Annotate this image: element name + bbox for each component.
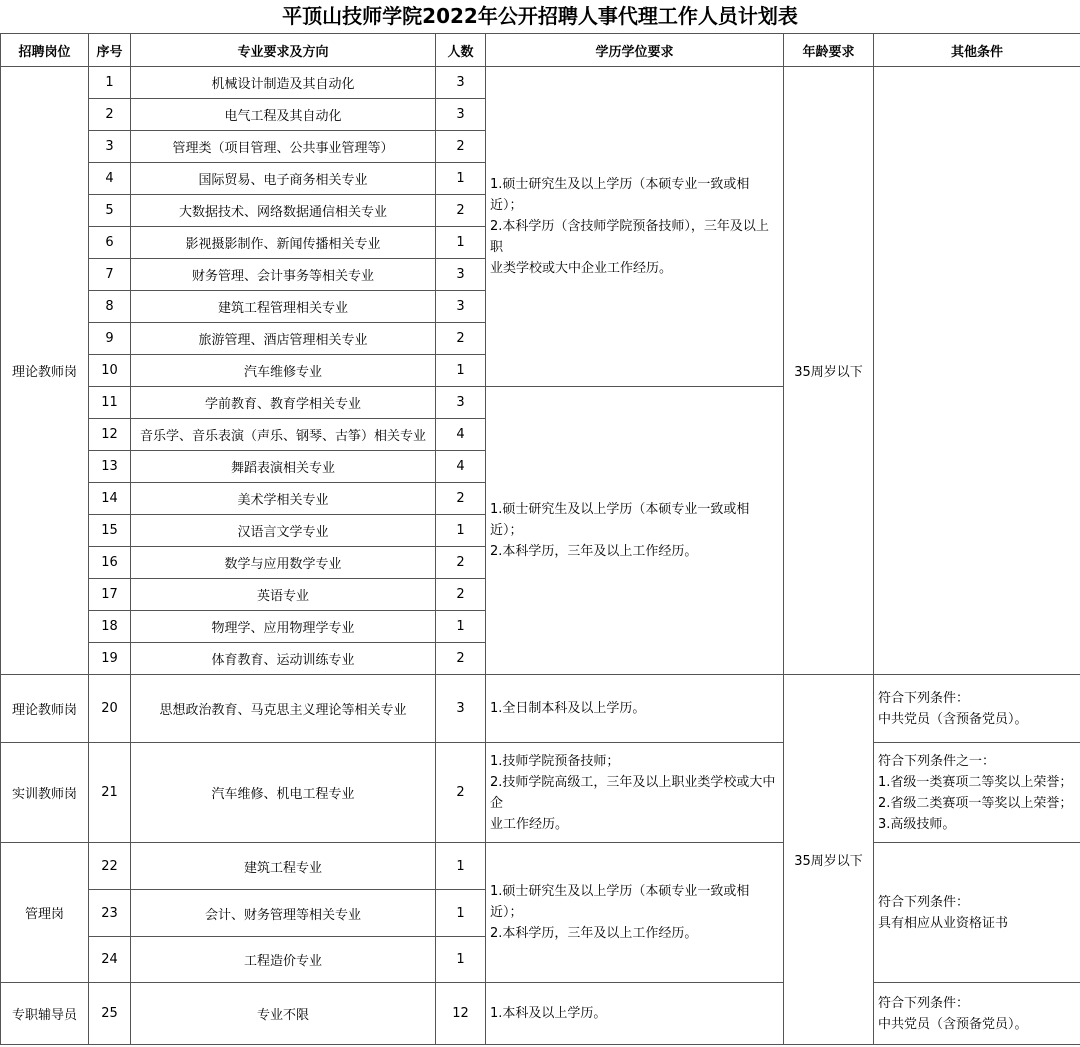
count-cell: 2 (436, 195, 486, 227)
position-cell: 理论教师岗 (1, 675, 89, 743)
other-line: 符合下列条件： (878, 894, 970, 910)
count-cell: 2 (436, 579, 486, 611)
education-line: 1.硕士研究生及以上学历（本硕专业一致或相近）； (490, 502, 750, 538)
number-cell: 6 (89, 227, 131, 259)
other-line: 中共党员（含预备党员）。 (878, 711, 1028, 727)
number-cell: 20 (89, 675, 131, 743)
age-cell: 35周岁以下 (784, 675, 874, 1045)
other-line: 3.高级技师。 (878, 816, 956, 832)
count-cell: 3 (436, 259, 486, 291)
count-cell: 3 (436, 291, 486, 323)
major-cell: 工程造价专业 (131, 937, 436, 983)
major-cell: 汉语言文学专业 (131, 515, 436, 547)
count-cell: 2 (436, 643, 486, 675)
major-cell: 体育教育、运动训练专业 (131, 643, 436, 675)
education-cell (486, 983, 784, 1045)
count-cell: 3 (436, 387, 486, 419)
other-line: 符合下列条件： (878, 690, 970, 706)
major-cell: 汽车维修、机电工程专业 (131, 743, 436, 843)
position-cell: 实训教师岗 (1, 743, 89, 843)
education-cell (486, 743, 784, 843)
other-line: 中共党员（含预备党员）。 (878, 1016, 1028, 1032)
major-cell: 舞蹈表演相关专业 (131, 451, 436, 483)
number-cell: 9 (89, 323, 131, 355)
header-count: 人数 (436, 34, 486, 67)
number-cell: 18 (89, 611, 131, 643)
education-line: 1.全日制本科及以上学历。 (490, 701, 646, 716)
number-cell: 23 (89, 890, 131, 937)
count-cell: 1 (436, 843, 486, 890)
number-cell: 25 (89, 983, 131, 1045)
count-cell: 1 (436, 163, 486, 195)
major-cell: 电气工程及其自动化 (131, 99, 436, 131)
count-cell: 1 (436, 355, 486, 387)
other-cell (874, 743, 1080, 843)
major-cell: 会计、财务管理等相关专业 (131, 890, 436, 937)
number-cell: 11 (89, 387, 131, 419)
position-cell: 理论教师岗 (1, 67, 89, 675)
number-cell: 5 (89, 195, 131, 227)
count-cell: 12 (436, 983, 486, 1045)
major-cell: 美术学相关专业 (131, 483, 436, 515)
number-cell: 2 (89, 99, 131, 131)
number-cell: 12 (89, 419, 131, 451)
other-cell (874, 983, 1080, 1045)
other-line: 符合下列条件： (878, 995, 970, 1011)
number-cell: 4 (89, 163, 131, 195)
number-cell: 24 (89, 937, 131, 983)
recruitment-table (0, 33, 1080, 1045)
count-cell: 3 (436, 99, 486, 131)
count-cell: 1 (436, 515, 486, 547)
number-cell: 13 (89, 451, 131, 483)
major-cell: 学前教育、教育学相关专业 (131, 387, 436, 419)
number-cell: 3 (89, 131, 131, 163)
position-cell: 专职辅导员 (1, 983, 89, 1045)
number-cell: 1 (89, 67, 131, 99)
count-cell: 1 (436, 890, 486, 937)
number-cell: 21 (89, 743, 131, 843)
count-cell: 1 (436, 937, 486, 983)
education-line: 2.本科学历，三年及以上工作经历。 (490, 926, 698, 941)
major-cell: 旅游管理、酒店管理相关专业 (131, 323, 436, 355)
major-cell: 汽车维修专业 (131, 355, 436, 387)
education-line: 2.技师学院高级工，三年及以上职业类学校或大中企 (490, 774, 776, 811)
number-cell: 16 (89, 547, 131, 579)
header-major: 专业要求及方向 (131, 34, 436, 67)
major-cell: 英语专业 (131, 579, 436, 611)
table-row (1, 743, 1080, 843)
major-cell: 音乐学、音乐表演（声乐、钢琴、古筝）相关专业 (131, 419, 436, 451)
education-line: 1.硕士研究生及以上学历（本硕专业一致或相近）； (490, 884, 750, 920)
count-cell: 2 (436, 547, 486, 579)
number-cell: 7 (89, 259, 131, 291)
major-cell: 大数据技术、网络数据通信相关专业 (131, 195, 436, 227)
number-cell: 22 (89, 843, 131, 890)
number-cell: 15 (89, 515, 131, 547)
header-number: 序号 (89, 34, 131, 67)
major-cell: 数学与应用数学专业 (131, 547, 436, 579)
major-cell: 专业不限 (131, 983, 436, 1045)
number-cell: 10 (89, 355, 131, 387)
number-cell: 19 (89, 643, 131, 675)
major-cell: 物理学、应用物理学专业 (131, 611, 436, 643)
other-line: 符合下列条件之一： (878, 753, 996, 769)
major-cell: 思想政治教育、马克思主义理论等相关专业 (131, 675, 436, 743)
education-line: 2.本科学历（含技师学院预备技师），三年及以上职 (490, 219, 769, 255)
other-cell (874, 675, 1080, 743)
other-line: 2.省级二类赛项一等奖以上荣誉； (878, 795, 1073, 811)
table-row (1, 67, 1080, 99)
education-line: 2.本科学历，三年及以上工作经历。 (490, 544, 698, 559)
table-row (1, 983, 1080, 1045)
count-cell: 3 (436, 675, 486, 743)
header-age: 年龄要求 (784, 34, 874, 67)
major-cell: 影视摄影制作、新闻传播相关专业 (131, 227, 436, 259)
education-line: 1.技师学院预备技师； (490, 753, 620, 769)
education-cell (486, 387, 784, 675)
count-cell: 2 (436, 131, 486, 163)
other-line: 具有相应从业资格证书 (878, 915, 1009, 931)
education-line: 1.硕士研究生及以上学历（本硕专业一致或相近）； (490, 177, 750, 213)
page-title: 平顶山技师学院2022年公开招聘人事代理工作人员计划表 (282, 4, 798, 28)
education-cell (486, 67, 784, 387)
position-cell: 管理岗 (1, 843, 89, 983)
count-cell: 2 (436, 743, 486, 843)
header-education: 学历学位要求 (486, 34, 784, 67)
table-row (1, 843, 1080, 890)
major-cell: 建筑工程专业 (131, 843, 436, 890)
education-line: 业工作经历。 (490, 816, 569, 832)
number-cell: 14 (89, 483, 131, 515)
count-cell: 4 (436, 451, 486, 483)
other-cell (874, 843, 1080, 983)
header-row (1, 34, 1080, 67)
table-row (1, 675, 1080, 743)
count-cell: 1 (436, 611, 486, 643)
education-cell (486, 675, 784, 743)
count-cell: 4 (436, 419, 486, 451)
other-cell (874, 67, 1080, 675)
major-cell: 财务管理、会计事务等相关专业 (131, 259, 436, 291)
other-line: 1.省级一类赛项二等奖以上荣誉； (878, 774, 1073, 790)
education-cell (486, 843, 784, 983)
header-other: 其他条件 (874, 34, 1080, 67)
education-line: 1.本科及以上学历。 (490, 1006, 607, 1021)
major-cell: 国际贸易、电子商务相关专业 (131, 163, 436, 195)
major-cell: 管理类（项目管理、公共事业管理等） (131, 131, 436, 163)
education-line: 业类学校或大中企业工作经历。 (490, 261, 673, 276)
major-cell: 建筑工程管理相关专业 (131, 291, 436, 323)
count-cell: 3 (436, 67, 486, 99)
count-cell: 1 (436, 227, 486, 259)
number-cell: 8 (89, 291, 131, 323)
major-cell: 机械设计制造及其自动化 (131, 67, 436, 99)
count-cell: 2 (436, 323, 486, 355)
header-position: 招聘岗位 (1, 34, 89, 67)
age-cell: 35周岁以下 (784, 67, 874, 675)
count-cell: 2 (436, 483, 486, 515)
number-cell: 17 (89, 579, 131, 611)
